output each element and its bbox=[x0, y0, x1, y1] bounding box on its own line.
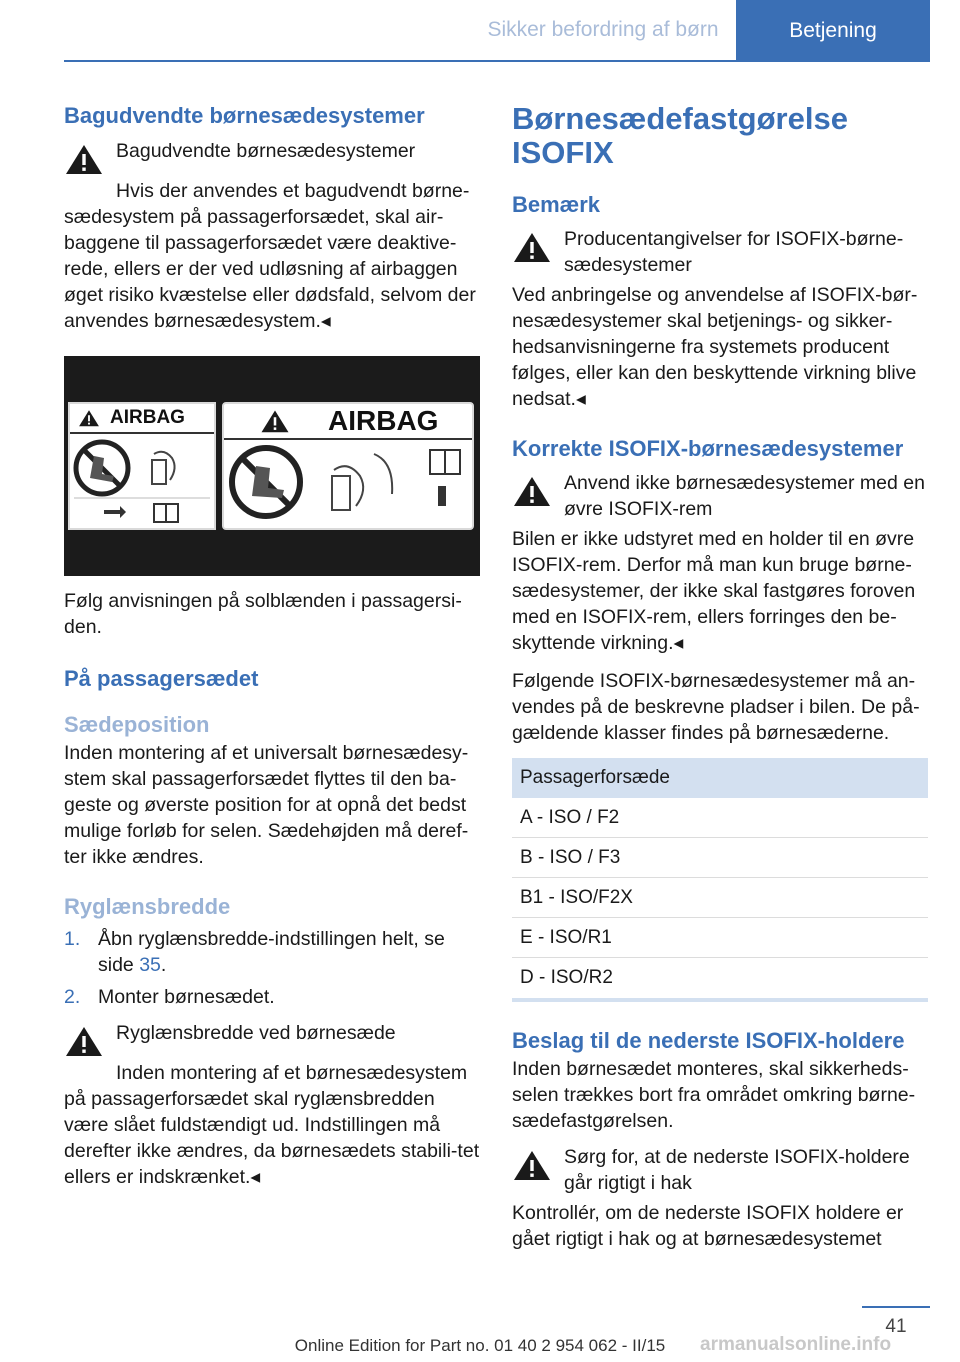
table-row: B - ISO / F3 bbox=[512, 838, 928, 878]
warning-backrest bbox=[64, 1020, 480, 1058]
footer-edition: Online Edition for Part no. 01 40 2 954 062 - II/15 bbox=[294, 1336, 666, 1355]
mounts-body: Inden børnesædet monteres, skal sikkerheds-selen trækkes bort fra området omkring børne-sædefastgørelsen. bbox=[512, 1058, 916, 1132]
page-number: 41 bbox=[885, 1316, 907, 1337]
warning-rear-facing bbox=[64, 138, 480, 176]
heading-seat-position: Sædeposition bbox=[64, 712, 210, 737]
list-number: 1. bbox=[64, 928, 81, 950]
warning-triangle-icon bbox=[512, 474, 552, 508]
airbag-text-large: AIRBAG bbox=[328, 405, 439, 436]
photo-caption: Følg anvisningen på solblænden i passagersi-den. bbox=[64, 590, 462, 638]
header-rule bbox=[64, 60, 930, 62]
list-text: Monter børnesædet. bbox=[98, 986, 275, 1008]
heading-isofix: Børnesædefastgørelse ISOFIX bbox=[512, 101, 848, 170]
heading-rear-facing: Bagudvendte børnesædesystemer bbox=[64, 103, 425, 128]
airbag-label-small bbox=[68, 402, 216, 530]
list-item bbox=[64, 926, 480, 978]
heading-backrest-width: Ryglænsbredde bbox=[64, 894, 231, 919]
warning-triangle-icon bbox=[78, 408, 100, 428]
mounts-body-2: Kontrollér, om de nederste ISOFIX holdere er gået rigtigt i hak og at børnesædesystemet bbox=[512, 1202, 904, 1250]
classes-body: Følgende ISOFIX-børnesædesystemer må an-vendes på de beskrevne pladser i bilen. De på-gældende klasser findes på børnesæderne. bbox=[512, 670, 920, 744]
heading-lower-mounts: Beslag til de nederste ISOFIX-holdere bbox=[512, 1028, 905, 1053]
warning-manufacturer bbox=[512, 226, 930, 278]
left-column bbox=[64, 96, 480, 1190]
page-link[interactable]: 35 bbox=[139, 954, 161, 976]
heading-on-passenger-seat: På passagersædet bbox=[64, 666, 259, 691]
watermark: armanualsonline.info bbox=[700, 1334, 892, 1355]
list-number: 2. bbox=[64, 986, 81, 1008]
right-column bbox=[512, 96, 930, 1252]
airbag-text-small: AIRBAG bbox=[110, 407, 185, 428]
heading-correct-isofix: Korrekte ISOFIX-børnesædesystemer bbox=[512, 436, 904, 461]
table-row: D - ISO/R2 bbox=[520, 967, 613, 988]
warning-triangle-icon bbox=[64, 1024, 104, 1058]
warning-body: Hvis der anvendes et bagudvendt børne-sædesystem på passagerforsædet, skal air-baggene til passagerforsædet være deaktive-rede, ellers er der ved udløsning af airbaggen øget risiko kvæstelse eller dødsfald, selvom der anvendes børnesædesystem.◂ bbox=[64, 180, 476, 332]
page-header bbox=[0, 0, 960, 62]
airbag-label-photo bbox=[64, 356, 480, 576]
table-bottom-rule bbox=[512, 998, 928, 1002]
isofix-class-table bbox=[512, 758, 928, 1002]
header-chapter-title: Betjening bbox=[736, 0, 930, 62]
table-header: Passagerforsæde bbox=[512, 758, 928, 798]
footer-rule bbox=[862, 1306, 930, 1308]
warning-title: Ryglænsbredde ved børnesæde bbox=[116, 1022, 396, 1044]
header-section-title: Sikker befordring af børn bbox=[470, 0, 736, 60]
warning-triangle-icon bbox=[512, 230, 552, 264]
warning-title: Anvend ikke børnesædesystemer med en øvre ISOFIX-rem bbox=[564, 472, 925, 520]
table-row: B1 - ISO/F2X bbox=[512, 878, 928, 918]
warning-triangle-icon bbox=[260, 408, 290, 434]
table-row: A - ISO / F2 bbox=[512, 798, 928, 838]
warning-triangle-icon bbox=[512, 1148, 552, 1182]
airbag-label-large bbox=[222, 402, 474, 530]
warning-title: Producentangivelser for ISOFIX-børne-sædesystemer bbox=[564, 228, 904, 276]
warning-title: Bagudvendte børnesædesystemer bbox=[116, 140, 416, 162]
warning-triangle-icon bbox=[64, 142, 104, 176]
seat-position-body: Inden montering af et universalt børnesædesy-stem skal passagerforsædet flyttes til den ba-geste og øverste position for at opnå det bedst mulige forløb for selen. Sædehøjden må deref-ter ikke ændres. bbox=[64, 742, 469, 868]
step-text: Åbn ryglænsbredde-indstillingen helt, se side bbox=[98, 928, 445, 976]
warning-title: Sørg for, at de nederste ISOFIX-holdere går rigtigt i hak bbox=[564, 1146, 910, 1194]
heading-note: Bemærk bbox=[512, 192, 601, 217]
list-item bbox=[64, 984, 480, 1010]
step-end: . bbox=[160, 954, 167, 976]
table-row: E - ISO/R1 bbox=[512, 918, 928, 958]
no-rear-seat-icon bbox=[70, 434, 214, 526]
warning-lower-mounts bbox=[512, 1144, 930, 1196]
note-body: Ved anbringelse og anvendelse af ISOFIX-bør-nesædesystemer skal betjenings- og sikker-hedsanvisningerne fra systemets producent følges, eller kan den beskyttende virkning blive nedsat.◂ bbox=[512, 284, 918, 410]
warning-upper-strap bbox=[512, 470, 930, 522]
no-rear-seat-large-icon bbox=[224, 440, 472, 526]
warning-body: Inden montering af et børnesædesystem på passagerforsædet skal ryglænsbredden være slået fuldstændigt ud. Indstillingen må derefter ikke ændres, da børnesædets stabili-tet ellers er indskrænket.◂ bbox=[64, 1062, 480, 1188]
list-text bbox=[98, 926, 480, 978]
correct-body: Bilen er ikke udstyret med en holder til en øvre ISOFIX-rem. Derfor må man kun bruge børne-sædesystemer, der ikke skal fastgøres foroven med en ISOFIX-rem, ellers forringes den be-skyttende virkning.◂ bbox=[512, 528, 916, 654]
